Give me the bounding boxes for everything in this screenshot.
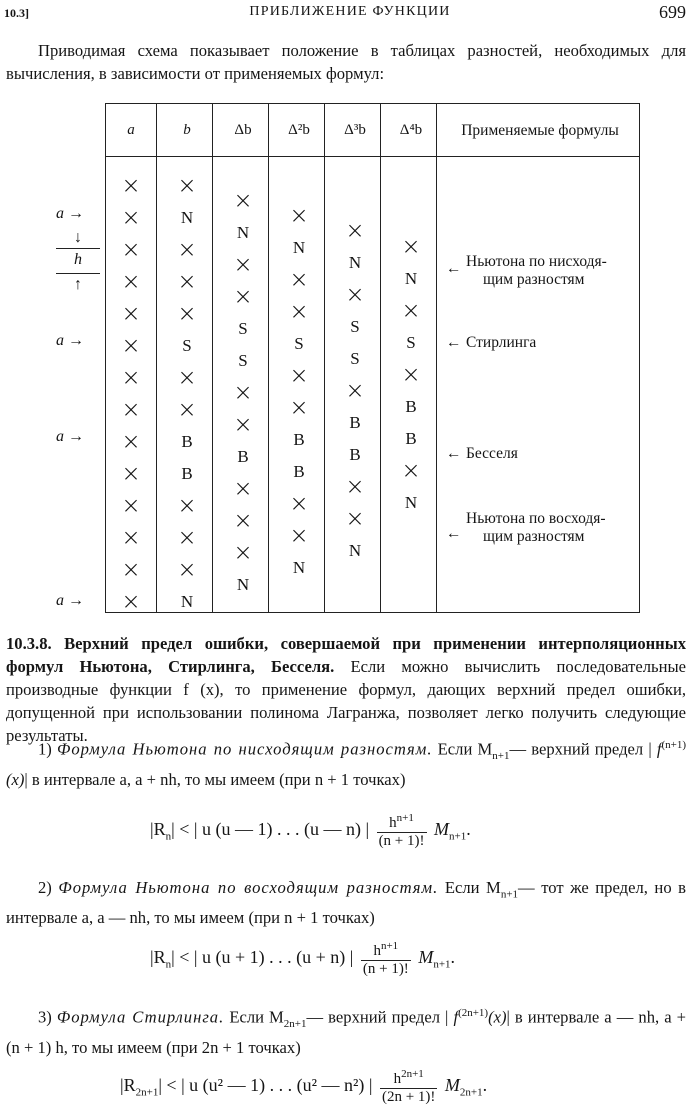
- formula-2-dot: .: [450, 947, 456, 968]
- table-cell-mark: ×: [289, 363, 309, 389]
- item-3-deriv-arg: (x): [488, 1007, 507, 1027]
- formula-1-mid: | < | u (u — 1) . . . (u — n) |: [171, 819, 370, 840]
- left-arrow-icon: ←: [446, 334, 462, 351]
- formula-2: [150, 940, 455, 978]
- section-paragraph: [6, 632, 686, 747]
- formula-newton-down-1: Ньютона по нисходя-: [466, 253, 607, 270]
- table-cell-mark: ×: [121, 557, 141, 583]
- formula-2-den: (n + 1)!: [362, 961, 409, 977]
- table-cell-mark: ×: [345, 474, 365, 500]
- table-cell-mark: B: [293, 430, 305, 449]
- item-3-tail: в интервале a — nh, a + (n + 1) h, то мы имеем (при 2n + 1 точках): [6, 1007, 686, 1057]
- table-cell-mark: B: [181, 432, 193, 451]
- item-3-text: Если M: [229, 1007, 284, 1027]
- formula-1-m-sub: n+1: [449, 830, 467, 843]
- table-cell-mark: B: [349, 445, 361, 464]
- table-cell-mark: N: [292, 558, 306, 577]
- item-3: 3) Формула Стирлинга. Если $M_{2n+1}—$ верхний предел | $f^{(2n+1)}(x)|$ в интервале a — nh, a + (n + 1) h, то мы имеем (при 2n + 1 точках): [6, 1007, 686, 1057]
- table-cell-mark: ×: [177, 365, 197, 391]
- table-cell-mark: B: [293, 462, 305, 481]
- table-cell-mark: B: [405, 429, 417, 448]
- table-cell-mark: ×: [401, 362, 421, 388]
- table-cell-mark: ×: [401, 234, 421, 260]
- item-2-rest: —: [518, 878, 535, 897]
- table-cell-mark: S: [238, 351, 248, 370]
- label-a-4: a →: [56, 592, 84, 609]
- table-cell-mark: ×: [233, 476, 253, 502]
- table-cell-mark: ×: [121, 397, 141, 423]
- table-cell-mark: ×: [121, 493, 141, 519]
- table-cell-mark: ×: [289, 523, 309, 549]
- table-cell-mark: ×: [345, 506, 365, 532]
- label-a-2: a →: [56, 332, 84, 349]
- table-cell-mark: ×: [233, 412, 253, 438]
- formula-2-lhs: |R: [150, 947, 166, 968]
- h-line-bottom: [56, 273, 100, 274]
- table-cell-mark: ×: [345, 282, 365, 308]
- table-cell-mark: N: [180, 208, 194, 227]
- col-header-formulas: Применяемые формулы: [461, 122, 619, 139]
- section-title: 10.3.8. Верхний предел ошибки, совершаемой при применении интерполяционных формул Ньютона, Стирлинга, Бесселя.: [6, 634, 686, 676]
- col-header-a: a: [127, 122, 135, 138]
- table-cell-mark: ×: [177, 173, 197, 199]
- item-1-text: Если M: [437, 739, 493, 759]
- table-cell-mark: N: [292, 238, 306, 257]
- formula-3-den: (2n + 1)!: [381, 1089, 436, 1105]
- item-3-num: 3): [38, 1007, 52, 1027]
- table-cell-mark: N: [348, 253, 362, 272]
- table-cell-mark: ×: [177, 269, 197, 295]
- formula-3-m-sub: 2n+1: [459, 1086, 483, 1099]
- table-cell-mark: N: [348, 541, 362, 560]
- formula-1: [150, 812, 471, 850]
- table-cell-mark: ×: [121, 333, 141, 359]
- item-2-title: Формула Ньютона по восходящим разностям.: [58, 878, 439, 897]
- formula-newton-down-2: щим разностям: [483, 271, 585, 288]
- arrow-down-icon: ↓: [74, 229, 82, 246]
- table-cell-mark: ×: [345, 378, 365, 404]
- formula-3-m: M: [444, 1075, 460, 1096]
- formula-1-m: M: [434, 819, 450, 840]
- item-1-num: 1): [38, 739, 52, 759]
- formula-1-den: (n + 1)!: [378, 833, 425, 849]
- table-cell-mark: ×: [121, 205, 141, 231]
- formula-3-num-sup: 2n+1: [401, 1068, 424, 1080]
- table-cell-mark: ×: [121, 589, 141, 615]
- table-cell-mark: S: [294, 334, 304, 353]
- h-line-top: [56, 248, 100, 249]
- table-cell-mark: ×: [401, 298, 421, 324]
- item-3-deriv: f: [453, 1007, 459, 1027]
- col-header-d3: Δ³b: [344, 122, 366, 138]
- formula-1-lhs-sub: n: [165, 830, 172, 843]
- table-cell-mark: ×: [177, 237, 197, 263]
- formula-newton-up-1: Ньютона по восходя-: [466, 510, 606, 527]
- label-a-1: a →: [56, 205, 84, 222]
- item-2-sub: n+1: [500, 888, 519, 901]
- table-cell-mark: ×: [289, 299, 309, 325]
- col-header-b: b: [183, 122, 191, 138]
- formula-2-m: M: [418, 947, 434, 968]
- table-cell-mark: S: [350, 349, 360, 368]
- item-2-num: 2): [38, 878, 52, 897]
- item-3-sub: 2n+1: [283, 1017, 307, 1030]
- formula-3-num: h: [393, 1071, 402, 1087]
- table-cell-mark: ×: [177, 557, 197, 583]
- table-cell-mark: ×: [233, 508, 253, 534]
- formula-2-num-sup: n+1: [380, 940, 399, 952]
- table-cell-mark: ×: [177, 397, 197, 423]
- intro-paragraph: Приводимая схема показывает положение в таблицах разностей, необходимых для вычисления, в зависимости от применяемых формул:: [6, 41, 686, 83]
- table-cell-mark: ×: [233, 380, 253, 406]
- formula-1-lhs: |R: [150, 819, 166, 840]
- formula-2-mid: | < | u (u + 1) . . . (u + n) |: [171, 947, 354, 968]
- formula-2-fraction: [361, 940, 411, 978]
- col-header-d1: Δb: [234, 122, 252, 138]
- table-cell-mark: ×: [289, 491, 309, 517]
- table-cell-mark: ×: [121, 429, 141, 455]
- table-cell-mark: N: [180, 592, 194, 611]
- formula-1-num-sup: n+1: [396, 812, 414, 824]
- formula-1-dot: .: [466, 819, 471, 840]
- formula-2-num: h: [373, 943, 381, 959]
- table-cell-mark: ×: [121, 301, 141, 327]
- item-1-deriv-arg: (x): [6, 769, 25, 789]
- table-cell-mark: ×: [233, 540, 253, 566]
- table-cell-mark: ×: [233, 188, 253, 214]
- difference-table: [105, 103, 640, 613]
- table-cell-mark: ×: [177, 493, 197, 519]
- item-2-tail: тот же предел, но в интервале a, a — nh, то мы имеем (при n + 1 точках): [6, 878, 687, 928]
- formula-3-dot: .: [482, 1075, 488, 1096]
- table-cell-mark: ×: [289, 203, 309, 229]
- item-1: 1) Формула Ньютона по нисходящим разностям. Если $M_{n+1}—$ верхний предел | $f^{(n+1)}(x)|$ в интервале a, a + nh, то мы имеем (при n + 1 точках): [6, 739, 686, 789]
- section-number: 10.3]: [4, 6, 29, 20]
- table-cell-mark: B: [405, 397, 417, 416]
- table-cell-mark: N: [404, 269, 418, 288]
- formula-3-lhs: |R: [120, 1075, 136, 1096]
- formula-3-fraction: [380, 1068, 437, 1106]
- formula-3-lhs-sub: 2n+1: [135, 1086, 159, 1099]
- table-cell-mark: S: [238, 319, 248, 338]
- table-cell-mark: ×: [289, 267, 309, 293]
- left-arrow-icon: ←: [446, 445, 462, 462]
- table-cell-mark: ×: [233, 252, 253, 278]
- left-arrow-icon: ←: [446, 260, 462, 277]
- left-arrow-icon: ←: [446, 525, 462, 542]
- item-1-deriv-sup: (n+1): [661, 739, 686, 751]
- item-3-title: Формула Стирлинга.: [56, 1007, 225, 1027]
- table-cell-mark: ×: [289, 395, 309, 421]
- h-label: h: [74, 251, 82, 268]
- table-cell-mark: ×: [121, 525, 141, 551]
- table-cell-mark: ×: [121, 173, 141, 199]
- table-cell-mark: N: [236, 575, 250, 594]
- formula-bessel: Бесселя: [466, 445, 518, 462]
- table-cell-mark: ×: [177, 301, 197, 327]
- table-cell-mark: ×: [121, 461, 141, 487]
- item-1-sub: n+1: [492, 749, 510, 762]
- item-1-rest: — верхний предел: [509, 739, 644, 759]
- formula-newton-up-2: щим разностям: [483, 528, 585, 545]
- formula-3: [120, 1068, 487, 1106]
- formula-stirling: Стирлинга: [466, 334, 537, 351]
- table-cell-mark: ×: [233, 284, 253, 310]
- table-cell-mark: B: [181, 464, 193, 483]
- col-header-d4: Δ⁴b: [399, 122, 423, 138]
- item-1-tail: в интервале a, a + nh, то мы имеем (при n + 1 точках): [31, 769, 406, 789]
- table-cell-mark: ×: [121, 365, 141, 391]
- table-cell-mark: ×: [401, 458, 421, 484]
- table-cell-mark: B: [349, 413, 361, 432]
- label-a-3: a →: [56, 428, 84, 445]
- running-title: ПРИБЛИЖЕНИЕ ФУНКЦИИ: [249, 4, 451, 19]
- table-cell-mark: ×: [345, 218, 365, 244]
- formula-1-num: h: [389, 815, 397, 831]
- arrow-up-icon: ↑: [74, 276, 82, 293]
- item-2-text: Если M: [444, 878, 501, 897]
- col-header-d2: Δ²b: [288, 122, 310, 138]
- table-cell-mark: S: [182, 336, 192, 355]
- table-cell-mark: ×: [177, 525, 197, 551]
- table-cell-mark: S: [406, 333, 416, 352]
- table-cell-mark: S: [350, 317, 360, 336]
- table-cell-mark: ×: [121, 237, 141, 263]
- item-1-title: Формула Ньютона по нисходящим разностям.: [57, 739, 433, 759]
- formula-3-mid: | < | u (u² — 1) . . . (u² — n²) |: [158, 1075, 373, 1096]
- formula-1-fraction: [377, 812, 427, 850]
- table-cell-mark: N: [236, 223, 250, 242]
- item-1-deriv: f: [656, 739, 662, 759]
- table-cell-mark: N: [404, 493, 418, 512]
- item-3-rest: — верхний предел: [306, 1007, 440, 1027]
- item-3-deriv-sup: (2n+1): [458, 1007, 489, 1019]
- item-2: [6, 876, 686, 929]
- page-number: 699: [659, 2, 686, 22]
- table-cell-mark: ×: [121, 269, 141, 295]
- formula-2-m-sub: n+1: [433, 958, 451, 971]
- table-cell-mark: B: [237, 447, 249, 466]
- formula-2-lhs-sub: n: [165, 958, 172, 971]
- section-text: Если можно вычислить последовательные производные функции f (x), то применение формул, дающих верхний предел ошибки, допущенной при использовании полинома Лагранжа, позволяет легко получить следующие результаты.: [6, 657, 686, 745]
